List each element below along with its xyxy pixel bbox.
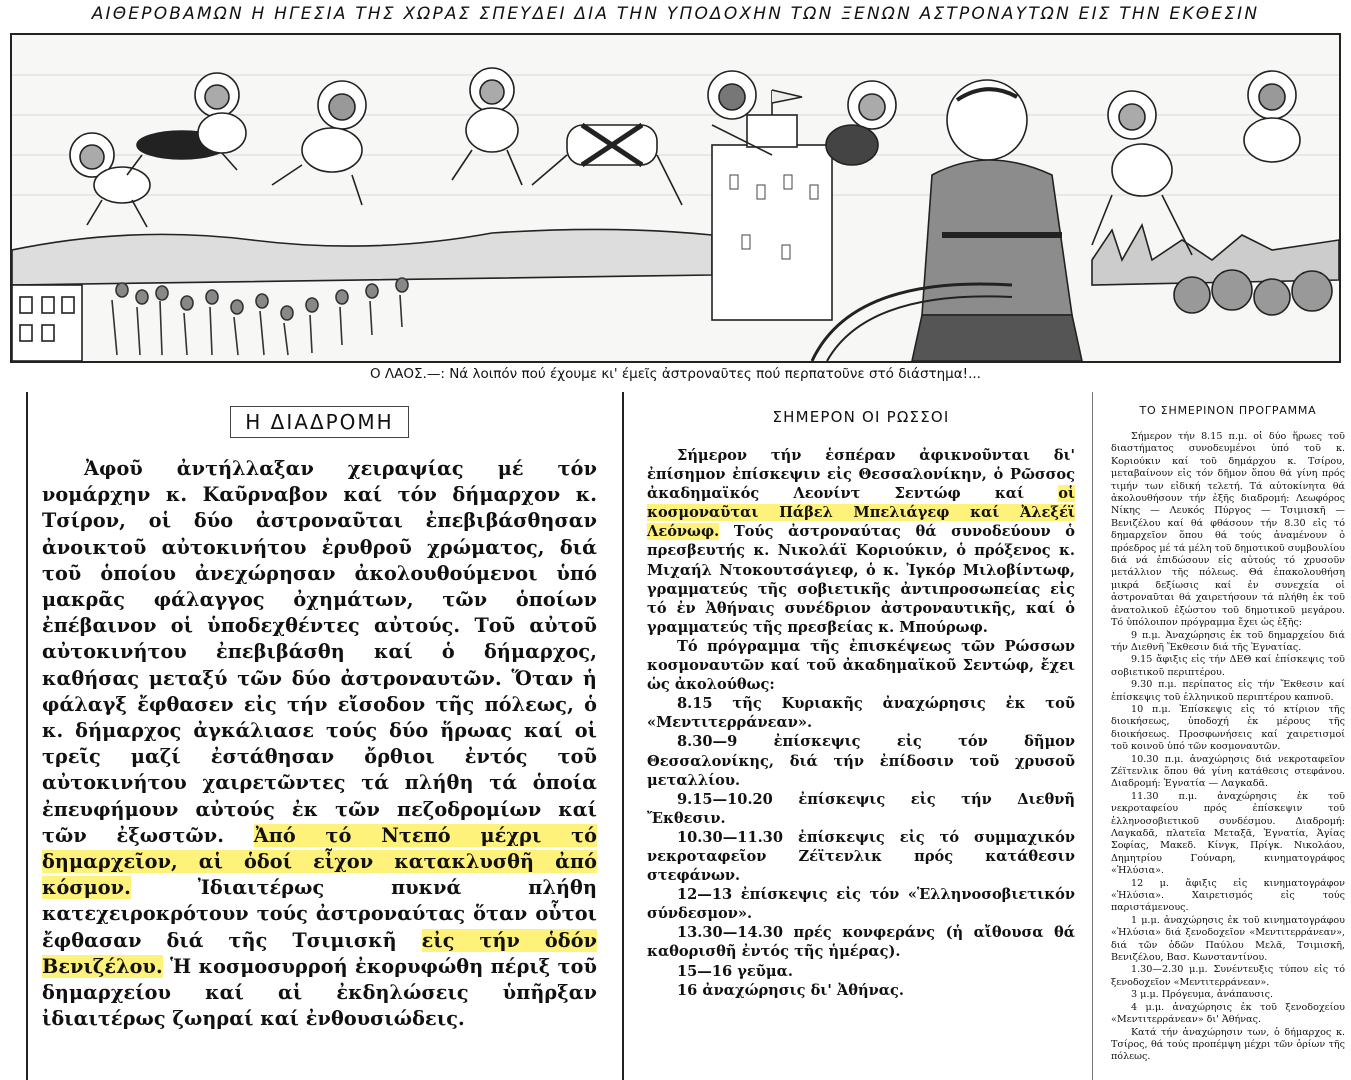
- list-item: 3 μ.μ. Πρόγευμα, ἀνάπαυσις.: [1131, 989, 1274, 1001]
- column-rule: [622, 392, 624, 1080]
- list-item: 16 ἀναχώρησις δι' Ἀθήνας.: [677, 981, 904, 999]
- list-item: 1.30—2.30 μ.μ. Συνέντευξις τύπου εἰς τό ξενοδοχεῖον «Μεντιτερράνεαν».: [1111, 964, 1345, 988]
- article-body: [647, 446, 1075, 637]
- cartoon-caption: Ο ΛΑΟΣ.—: Νά λοιπόν πού έχουμε κι' έμεῖς ἀστροναῦτες πού περπατοῦνε στό διάστημα!...: [370, 366, 981, 382]
- article-title: ΣΗΜΕΡΟΝ ΟΙ ΡΩΣΣΟΙ: [772, 408, 950, 426]
- program-list: [647, 694, 1075, 1000]
- column-rule: [1092, 392, 1093, 1080]
- highlighted-text: οἱ κοσμοναῦται Πάβελ Μπελιάγεφ καί Ἀλεξέϊ Λεόνωφ.: [647, 485, 1075, 541]
- paragraph-text: Κατά τήν ἀναχώρησιν των, ὁ δήμαρχος κ. Τσίρος, θά τούς προπέμψη μέχρι τῶν ὁρίων τῆς πόλεως.: [1111, 1026, 1345, 1063]
- cartoon-illustration: [10, 33, 1341, 363]
- article-program: [1103, 390, 1349, 1080]
- cartoon-headline: ΑΙΘΕΡΟΒΑΜΩΝ Η ΗΓΕΣΙΑ ΤΗΣ ΧΩΡΑΣ ΣΠΕΥΔΕΙ ΔΙΑ ΤΗΝ ΥΠΟΔΟΧΗΝ ΤΩΝ ΞΕΝΩΝ ΑΣΤΡΟΝΑΥΤΩΝ ΕΙΣ ΤΗΝ ΕΚΘΕΣΙΝ: [91, 4, 1260, 24]
- article-route: [28, 390, 611, 1080]
- paragraph-text: Σήμερον τήν 8.15 π.μ. οἱ δύο ἥρωες τοῦ διαστήματος συνοδευμένοι ὑπό τοῦ κ. Κοριούκιν καί τοῦ δημάρχου κ. Τσίρου, μεταβαίνουν εἰς τόν δῆμον ὅπου θά γίνη πρός τιμήν των εἰδική τελετή. Τά αὐτοκίνητα θά ἀκολουθήσουν τήν ἑξῆς διαδρομή: Λεωφόρος Νίκης — Λευκός Πύργος — Τσιμισκῆ — Βενιζέλου καί θά φθάσουν τήν 8.30 εἰς τό δημαρχεῖον ὅπου θά τούς ἀναμένουν ὁ πρόεδρος μέ τά μέλη τοῦ δημοτικοῦ συμβουλίου διά νά ἐπιδώσουν εἰς αὐτούς τό χρυσοῦν μετάλλιον τῆς πόλεως. Θά ἐπακολουθήση μικρά δεξίωσις καί ἐν συνεχεία οἱ ἀστροναῦται θά χαιρετήσουν τά πλήθη ἐκ τοῦ ἀνατολικοῦ ἐξώστου τοῦ δημοτικοῦ μεγάρου. Τό ὑπόλοιπον πρόγραμμα ἔχει ὡς ἑξῆς:: [1111, 431, 1345, 629]
- list-item: 9.15—10.20 ἐπίσκεψις εἰς τήν Διεθνῆ Ἔκθεσιν.: [647, 790, 1075, 827]
- paragraph-text: Τό πρόγραμμα τῆς ἐπισκέψεως τῶν Ρώσσων κοσμοναυτῶν καί τοῦ ἀκαδημαϊκοῦ Σεντώφ, ἔχει ὡς ἀκολούθως:: [647, 637, 1075, 694]
- highlighted-text: Ἀπό τό Ντεπό μέχρι τό δημαρχεῖον, αἱ ὁδοί εἶχον κατακλυσθῆ ἀπό κόσμον.: [42, 823, 598, 900]
- list-item: 4 μ.μ. ἀναχώρησις ἐκ τοῦ ξενοδοχείου «Μεντιτερράνεαν» δι' Ἀθήνας.: [1111, 1001, 1345, 1026]
- article-title: Η ΔΙΑΔΡΟΜΗ: [42, 410, 597, 434]
- article-russians: [633, 390, 1081, 1080]
- paragraph-text: Ἡ κοσμοσυρροή ἐκορυφώθη πέριξ τοῦ δημαρχείου καί αἱ ἐκδηλώσεις ὑπῆρξαν ἰδιαιτέρως ζωηραί καί ἐνθουσιώδεις.: [42, 954, 597, 1031]
- paragraph-text: Ἰδιαιτέρως πυκνά πλήθη κατεχειροκρότουν τούς ἀστροναύτας ὅταν οὗτοι ἔφθασαν διά τῆς Τσιμισκῆ: [42, 876, 597, 952]
- list-item: 13.30—14.30 πρές κονφεράνς (ἡ αἴθουσα θά καθορισθῆ ἐντός τῆς ἡμέρας).: [647, 924, 1075, 961]
- article-title: ΤΟ ΣΗΜΕΡΙΝΟΝ ΠΡΟΓΡΑΜΜΑ: [1139, 404, 1317, 417]
- list-item: 9.30 π.μ. περίπατος εἰς τήν Ἔκθεσιν καί ἐπίσκεψις τοῦ ἑλληνικοῦ περιπτέρου καπνοῦ.: [1111, 679, 1345, 703]
- list-item: 1 μ.μ. ἀναχώρησις ἐκ τοῦ κινηματογράφου «Ἠλύσια» διά ξενοδοχεῖον «Μεντιτερράνεαν», διά τῶν ὁδῶν Παύλου Μελᾶ, Τσιμισκῆ, Βενιζέλου, Βασ. Κωνσταντίνου.: [1111, 914, 1345, 964]
- list-item: 10.30 π.μ. ἀναχώρησις διά νεκροταφεῖον Ζέϊτενλικ ὅπου θά γίνη κατάθεσις στεφάνου. Διαδρομή: Ἐγνατία — Λαγκαδᾶ.: [1111, 753, 1345, 790]
- list-item: 9 π.μ. Ἀναχώρησις ἐκ τοῦ δημαρχείου διά τήν Διεθνῆ Ἔκθεσιν διά τῆς Ἐγνατίας.: [1111, 629, 1345, 653]
- list-item: 10 π.μ. Ἐπίσκεψις εἰς τό κτίριον τῆς διοικήσεως, ὑποδοχή ἐκ μέρους τῆς διοικήσεως. Προσφωνήσεις καί χαιρετισμοί τοῦ κοινοῦ ὑπό τῶν κοσμοναυτῶν.: [1111, 703, 1345, 753]
- list-item: 11.30 π.μ. ἀναχώρησις ἐκ τοῦ νεκροταφείου πρός ἐπίσκεψιν τοῦ ἑλληνοσοβιετικοῦ συνδέσμου. Διαδρομή: Λαγκαδᾶ, πλατεῖα Μεταξᾶ, Ἐγνατία, Ἁγίας Σοφίας, Μακεδ. Κίνγκ, Πρίγκ. Νικολάου, Δημητρίου Γούναρη, κινηματογράφος «Ἠλύσια».: [1111, 790, 1345, 877]
- paragraph-text: Ἀφοῦ ἀντήλλαξαν χειραψίας μέ τόν νομάρχην κ. Καῦρναβον καί τόν δήμαρχον κ. Τσίρον, οἱ δύο ἀστροναῦται ἐπεβιβάσθησαν ἀνοικτοῦ αὐτοκινήτου ἐρυθροῦ χρώματος, διά τοῦ ὁποίου ἀνεχώρησαν ἀκολουθούμενοι ὑπό μακρᾶς φάλαγγος ὀχημάτων, τῶν ὁποίων ἐπέβαινον οἱ ὑποδεχθέντες αὐτούς. Τοῦ αὐτοῦ αὐτοκινήτου ἐπεβιβάσθη καί ὁ δήμαρχος, καθήσας μεταξύ τῶν δύο ἀστροναυτῶν. Ὅταν ἡ φάλαγξ ἔφθασεν εἰς τήν εἴσοδον τῆς πόλεως, ὁ κ. δήμαρχος ἀγκάλιασε τούς δύο ἥρωας καί οἱ τρεῖς μαζί ἐστάθησαν ὄρθιοι ἐντός τοῦ αὐτοκινήτου χαιρετῶντες τά πλήθη τά ὁποία ἐπευφήμουν αὐτούς ἐκ τῶν πεζοδρομίων καί τῶν ἐξωστῶν.: [42, 457, 597, 847]
- program-list: [1111, 630, 1345, 1027]
- article-body: [42, 456, 597, 1032]
- list-item: 12—13 ἐπίσκεψις εἰς τόν «Ἑλληνοσοβιετικόν σύνδεσμον».: [647, 886, 1075, 923]
- list-item: 12 μ. ἄφιξις εἰς κινηματογράφον «Ἠλύσια». Χαιρετισμός εἰς τούς παριστάμενους.: [1111, 877, 1345, 914]
- list-item: 8.30—9 ἐπίσκεψις εἰς τόν δῆμον Θεσσαλονίκης, διά τήν ἐπίδοσιν τοῦ χρυσοῦ μεταλλίου.: [647, 733, 1075, 789]
- paragraph-text: Σήμερον τήν ἑσπέραν ἀφικνοῦνται δι' ἐπίσημον ἐπίσκεψιν εἰς Θεσσαλονίκην, ὁ Ρῶσσος ἀκαδημαϊκός Λεονίντ Σεντώφ καί: [647, 447, 1075, 503]
- highlighted-text: εἰς τήν ὁδόν Βενιζέλου.: [42, 928, 598, 978]
- list-item: 9.15 ἄφιξις εἰς τήν ΔΕΘ καί ἐπίσκεψις τοῦ σοβιετικοῦ περιπτέρου.: [1111, 654, 1345, 678]
- list-item: 8.15 τῆς Κυριακῆς ἀναχώρησις ἐκ τοῦ «Μεντιτερράνεαν».: [647, 695, 1075, 732]
- list-item: 15—16 γεῦμα.: [677, 962, 793, 980]
- paragraph-text: Τούς ἀστροναύτας θά συνοδεύουν ὁ πρεσβευτής κ. Νικολάϊ Κοριούκιν, ὁ πρόξενος κ. Μιχαήλ Ντοκουτσάγιεφ, ὁ κ. Ἰγκόρ Μιλοβίντωφ, γραμματεύς τῆς σοβιετικῆς ἀντιπροσωπείας εἰς τό ἐν Ἀθήναις συνέδριον ἀστροναυτικῆς, καί ὁ γραμματεύς τῆς πρεσβείας κ. Μπούρωφ.: [647, 523, 1075, 636]
- list-item: 10.30—11.30 ἐπίσκεψις εἰς τό συμμαχικόν νεκροταφεῖον Ζέϊτενλικ πρός κατάθεσιν στεφάνων.: [647, 828, 1075, 885]
